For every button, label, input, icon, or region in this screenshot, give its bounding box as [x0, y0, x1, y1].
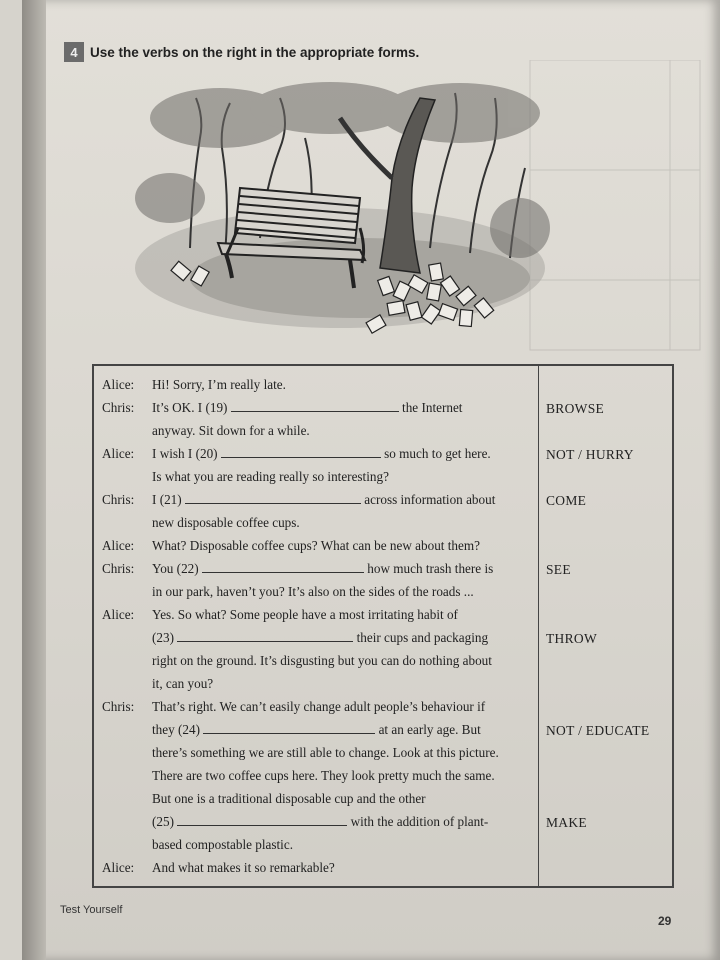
line-text: You (22): [152, 561, 199, 576]
answer-blank-19[interactable]: [231, 401, 399, 412]
speaker-label: Alice:: [102, 860, 135, 875]
line-text: they (24): [152, 722, 200, 737]
line-text: their cups and packaging: [356, 630, 489, 645]
verb-prompt: BROWSE: [546, 401, 605, 416]
line-text: Yes. So what? Some people have a most irritating habit of: [152, 607, 458, 622]
line-text: new disposable coffee cups.: [152, 515, 300, 530]
line-text: There are two coffee cups here. They look pretty much the same.: [152, 768, 495, 783]
verb-column-divider: [538, 366, 539, 886]
line-text: so much to get here.: [384, 446, 491, 461]
speaker-label: Chris:: [102, 561, 135, 576]
verb-prompt: SEE: [546, 562, 571, 577]
line-text: the Internet: [402, 400, 463, 415]
line-text: with the addition of plant-: [350, 814, 489, 829]
speaker-label: Alice:: [102, 446, 135, 461]
answer-blank-24[interactable]: [203, 723, 375, 734]
verb-prompt: COME: [546, 493, 587, 508]
line-text: based compostable plastic.: [152, 837, 293, 852]
line-text: (25): [152, 814, 174, 829]
footer-section-label: Test Yourself: [60, 904, 123, 916]
exercise-header: [64, 42, 419, 62]
line-text: I (21): [152, 492, 182, 507]
page-number: 29: [658, 914, 672, 928]
line-text: But one is a traditional disposable cup and the other: [152, 791, 426, 806]
park-bench-with-discarded-cups-illustration: [130, 78, 550, 348]
line-text: there’s something we are still able to change. Look at this picture.: [152, 745, 499, 760]
line-text: And what makes it so remarkable?: [152, 860, 335, 875]
line-text: What? Disposable coffee cups? What can be new about them?: [152, 538, 480, 553]
answer-blank-21[interactable]: [185, 493, 361, 504]
answer-blank-20[interactable]: [221, 447, 381, 458]
line-text: That’s right. We can’t easily change adult people’s behaviour if: [152, 699, 486, 714]
line-text: how much trash there is: [367, 561, 494, 576]
line-text: across information about: [364, 492, 496, 507]
verb-prompt: NOT / HURRY: [546, 447, 634, 462]
line-text: Is what you are reading really so interesting?: [152, 469, 389, 484]
verb-prompt: NOT / EDUCATE: [546, 723, 650, 738]
line-text: Hi! Sorry, I’m really late.: [152, 377, 286, 392]
line-text: in our park, haven’t you? It’s also on the sides of the roads ...: [152, 584, 474, 599]
speaker-label: Chris:: [102, 400, 135, 415]
answer-blank-23[interactable]: [177, 631, 353, 642]
speaker-label: Chris:: [102, 699, 135, 714]
line-text: (23): [152, 630, 174, 645]
page-binding-edge: [22, 0, 46, 960]
line-text: it, can you?: [152, 676, 214, 691]
dialogue-table: [92, 364, 674, 888]
line-text: anyway. Sit down for a while.: [152, 423, 310, 438]
verb-prompt: MAKE: [546, 815, 587, 830]
answer-blank-22[interactable]: [202, 562, 364, 573]
answer-blank-25[interactable]: [177, 815, 347, 826]
speaker-label: Chris:: [102, 492, 135, 507]
verb-prompt: THROW: [546, 631, 597, 646]
speaker-label: Alice:: [102, 377, 135, 392]
speaker-label: Alice:: [102, 607, 135, 622]
line-text: at an early age. But: [378, 722, 481, 737]
line-text: right on the ground. It’s disgusting but you can do nothing about: [152, 653, 492, 668]
line-text: It’s OK. I (19): [152, 400, 228, 415]
line-text: I wish I (20): [152, 446, 218, 461]
exercise-number: 4: [64, 42, 84, 62]
exercise-instruction: Use the verbs on the right in the appropriate forms.: [90, 44, 420, 60]
speaker-label: Alice:: [102, 538, 135, 553]
